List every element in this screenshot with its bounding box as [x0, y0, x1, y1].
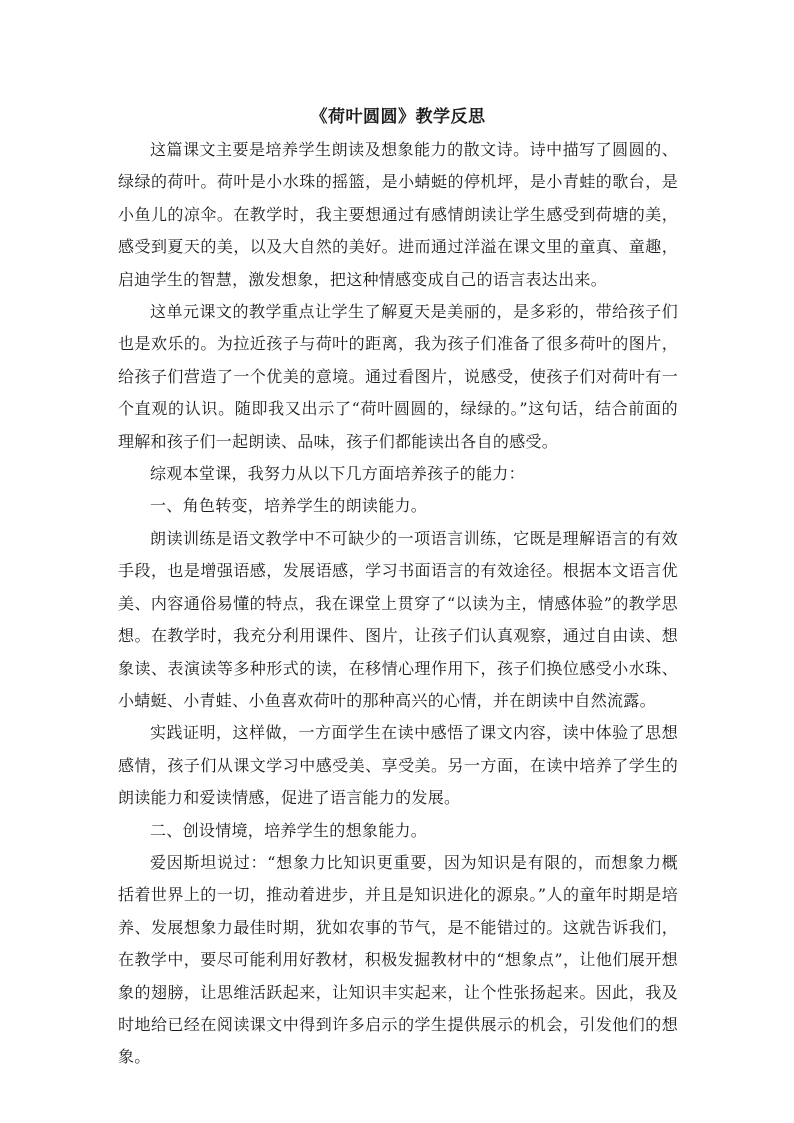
paragraph-unit-focus: 这单元课文的教学重点让学生了解夏天是美丽的，是多彩的，带给孩子们也是欢乐的。为拉近孩子与荷叶的距离，我为孩子们准备了很多荷叶的图片，给孩子们营造了一个优美的意境。通过看图片，说感受，使孩子们对荷叶有一个直观的认识。随即我又出示了“荷叶圆圆的，绿绿的。”这句话，结合前面的理解和孩子们一起朗读、品味，孩子们都能读出各自的感受。 — [118, 302, 678, 451]
paragraph-summary: 综观本堂课，我努力从以下几方面培养孩子的能力： — [150, 464, 525, 484]
paragraph-einstein-quote: 爱因斯坦说过：“想象力比知识更重要，因为知识是有限的，而想象力概括着世界上的一切，推动着进步，并且是知识进化的源泉。”人的童年时期是培养、发展想象力最佳时期，犹如农事的节气，是不能错过的。这就告诉我们，在教学中，要尽可能利用好教材，积极发掘教材中的“想象点”，让他们展开想象的翅膀，让思维活跃起来，让知识丰实起来，让个性张扬起来。因此，我及时地给已经在阅读课文中得到许多启示的学生提供展示的机会，引发他们的想象。 — [118, 852, 678, 1067]
paragraph-intro: 这篇课文主要是培养学生朗读及想象能力的散文诗。诗中描写了圆圆的、绿绿的荷叶。荷叶是小水珠的摇篮，是小蜻蜓的停机坪，是小青蛙的歌台，是小鱼儿的凉伞。在教学时，我主要想通过有感情朗读让学生感受到荷塘的美，感受到夏天的美，以及大自然的美好。进而通过洋溢在课文里的童真、童趣，启迪学生的智慧，激发想象，把这种情感变成自己的语言表达出来。 — [118, 140, 678, 289]
section-heading-reading: 一、角色转变，培养学生的朗读能力。 — [150, 496, 428, 516]
paragraph-reading-training: 朗读训练是语文教学中不可缺少的一项语言训练，它既是理解语言的有效手段，也是增强语感，发展语感，学习书面语言的有效途径。根据本文语言优美、内容通俗易懂的特点，我在课堂上贯穿了“以读为主，情感体验”的教学思想。在教学时，我充分利用课件、图片，让孩子们认真观察，通过自由读、想象读、表演读等多种形式的读，在移情心理作用下，孩子们换位感受小水珠、小蜻蜓、小青蛙、小鱼喜欢荷叶的那种高兴的心情，并在朗读中自然流露。 — [118, 528, 678, 710]
paragraph-practice-proof: 实践证明，这样做，一方面学生在读中感悟了课文内容，读中体验了思想感情，孩子们从课文学习中感受美、享受美。另一方面，在读中培养了学生的朗读能力和爱读情感，促进了语言能力的发展。 — [118, 723, 678, 808]
document-page — [118, 100, 678, 1074]
section-heading-imagination: 二、创设情境，培养学生的想象能力。 — [150, 820, 428, 840]
document-title: 《荷叶圆圆》教学反思 — [310, 107, 486, 127]
